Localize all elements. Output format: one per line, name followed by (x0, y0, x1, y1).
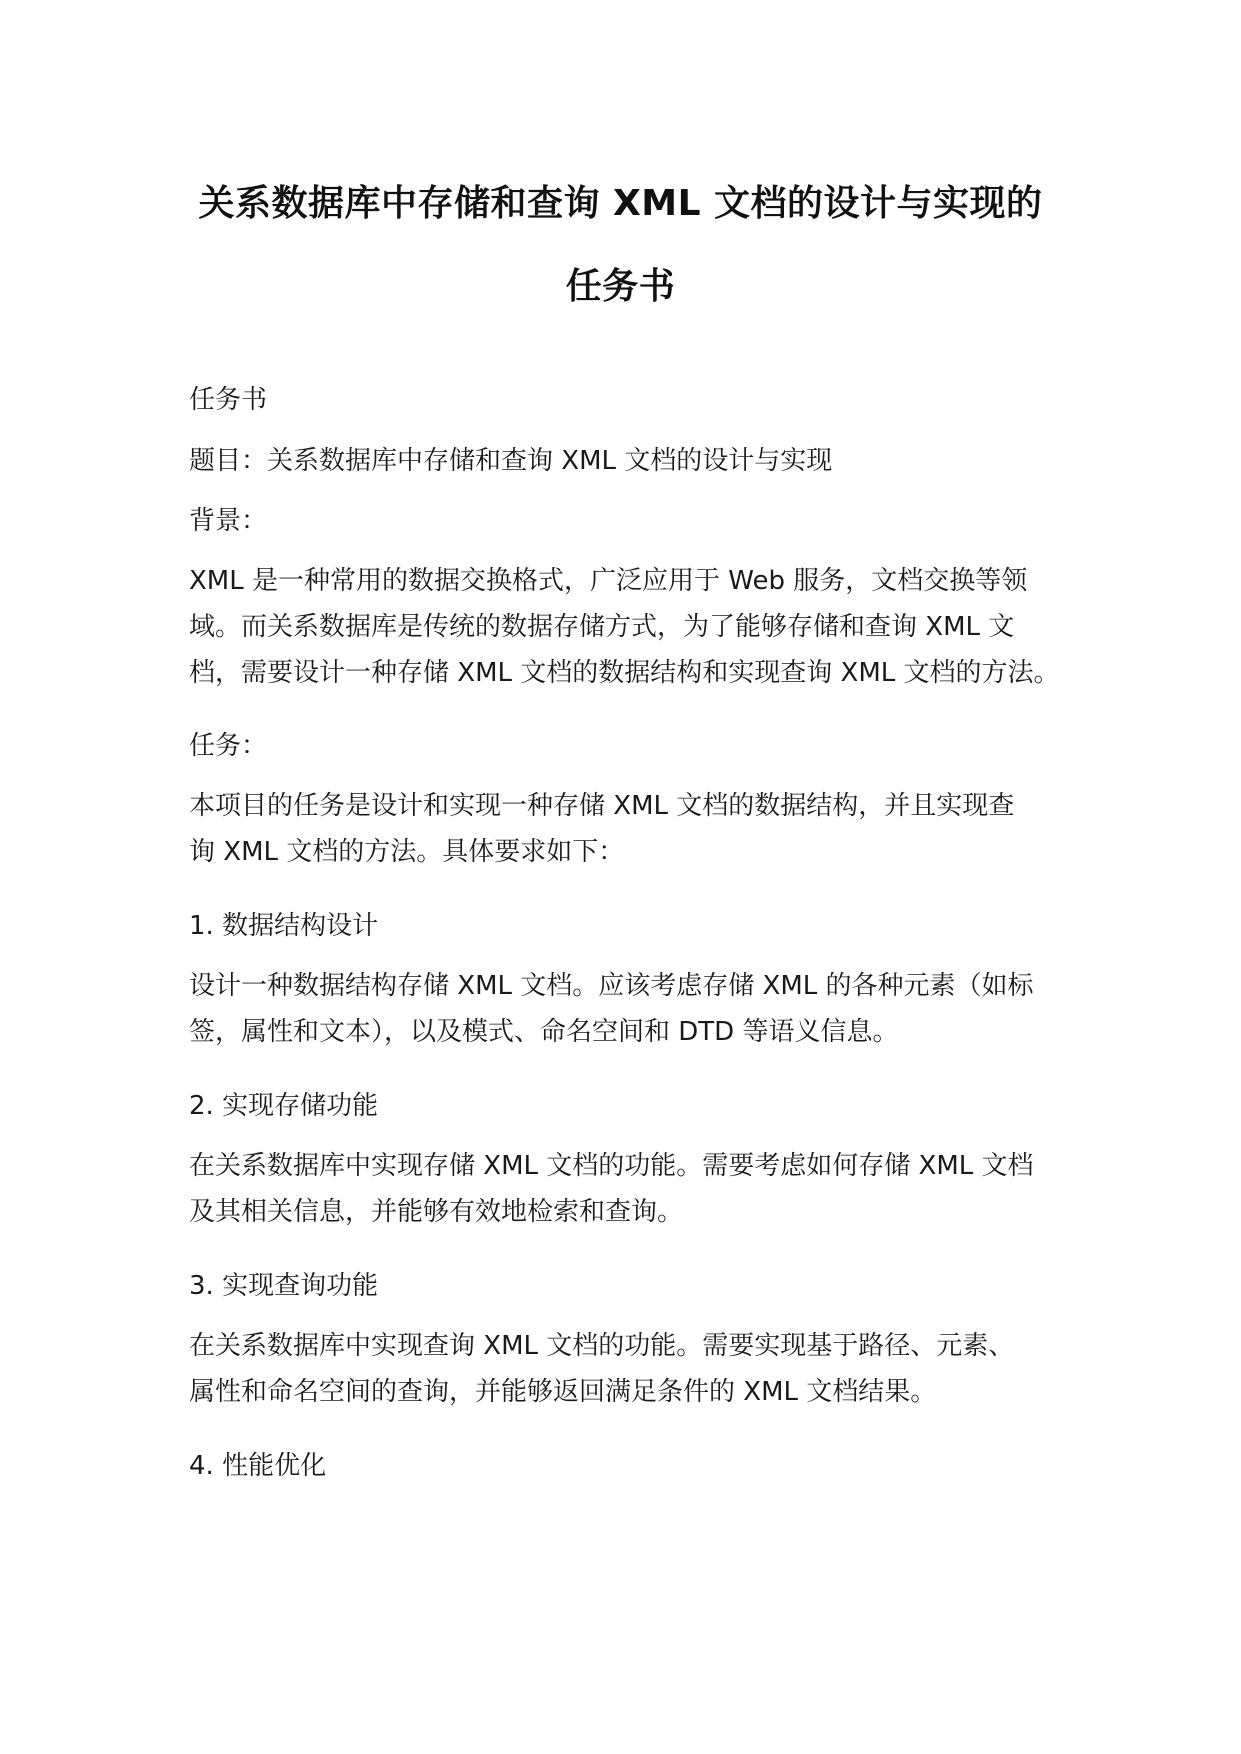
text-line: 属性和命名空间的查询，并能够返回满足条件的 XML 文档结果。 (189, 1377, 937, 1407)
text-line: 域。而关系数据库是传统的数据存储方式，为了能够存储和查询 XML 文 (189, 612, 1015, 642)
text-line: 及其相关信息，并能够有效地检索和查询。 (189, 1197, 684, 1227)
paragraph-section-3 (189, 1323, 1069, 1415)
document-title-line-2: 任务书 (565, 266, 676, 307)
text-line: XML 是一种常用的数据交换格式，广泛应用于 Web 服务，文档交换等领 (189, 566, 1028, 596)
paragraph-section-1 (189, 963, 1069, 1055)
text-line: 询 XML 文档的方法。具体要求如下： (189, 837, 625, 867)
text-line: 本项目的任务是设计和实现一种存储 XML 文档的数据结构，并且实现查 (189, 791, 1015, 821)
paragraph-topic: 题目：关系数据库中存储和查询 XML 文档的设计与实现 (189, 446, 833, 476)
paragraph-background (189, 558, 1069, 696)
section-heading-4: 4. 性能优化 (189, 1451, 327, 1481)
paragraph-background-label: 背景： (189, 506, 268, 536)
section-heading-3: 3. 实现查询功能 (189, 1271, 379, 1301)
document-title-line-1: 关系数据库中存储和查询 XML 文档的设计与实现的 (198, 183, 1043, 224)
text-line: 设计一种数据结构存储 XML 文档。应该考虑存储 XML 的各种元素（如标 (189, 971, 1034, 1001)
text-line: 档，需要设计一种存储 XML 文档的数据结构和实现查询 XML 文档的方法。 (189, 658, 1060, 688)
text-line: 签，属性和文本），以及模式、命名空间和 DTD 等语义信息。 (189, 1017, 899, 1047)
section-heading-2: 2. 实现存储功能 (189, 1091, 379, 1121)
section-heading-1: 1. 数据结构设计 (189, 911, 379, 941)
text-line: 在关系数据库中实现查询 XML 文档的功能。需要实现基于路径、元素、 (189, 1331, 1015, 1361)
paragraph-section-2 (189, 1143, 1069, 1235)
paragraph-task-label: 任务： (189, 731, 268, 761)
text-line: 在关系数据库中实现存储 XML 文档的功能。需要考虑如何存储 XML 文档 (189, 1151, 1034, 1181)
paragraph-heading-task-book: 任务书 (189, 385, 268, 415)
paragraph-task (189, 783, 1069, 875)
